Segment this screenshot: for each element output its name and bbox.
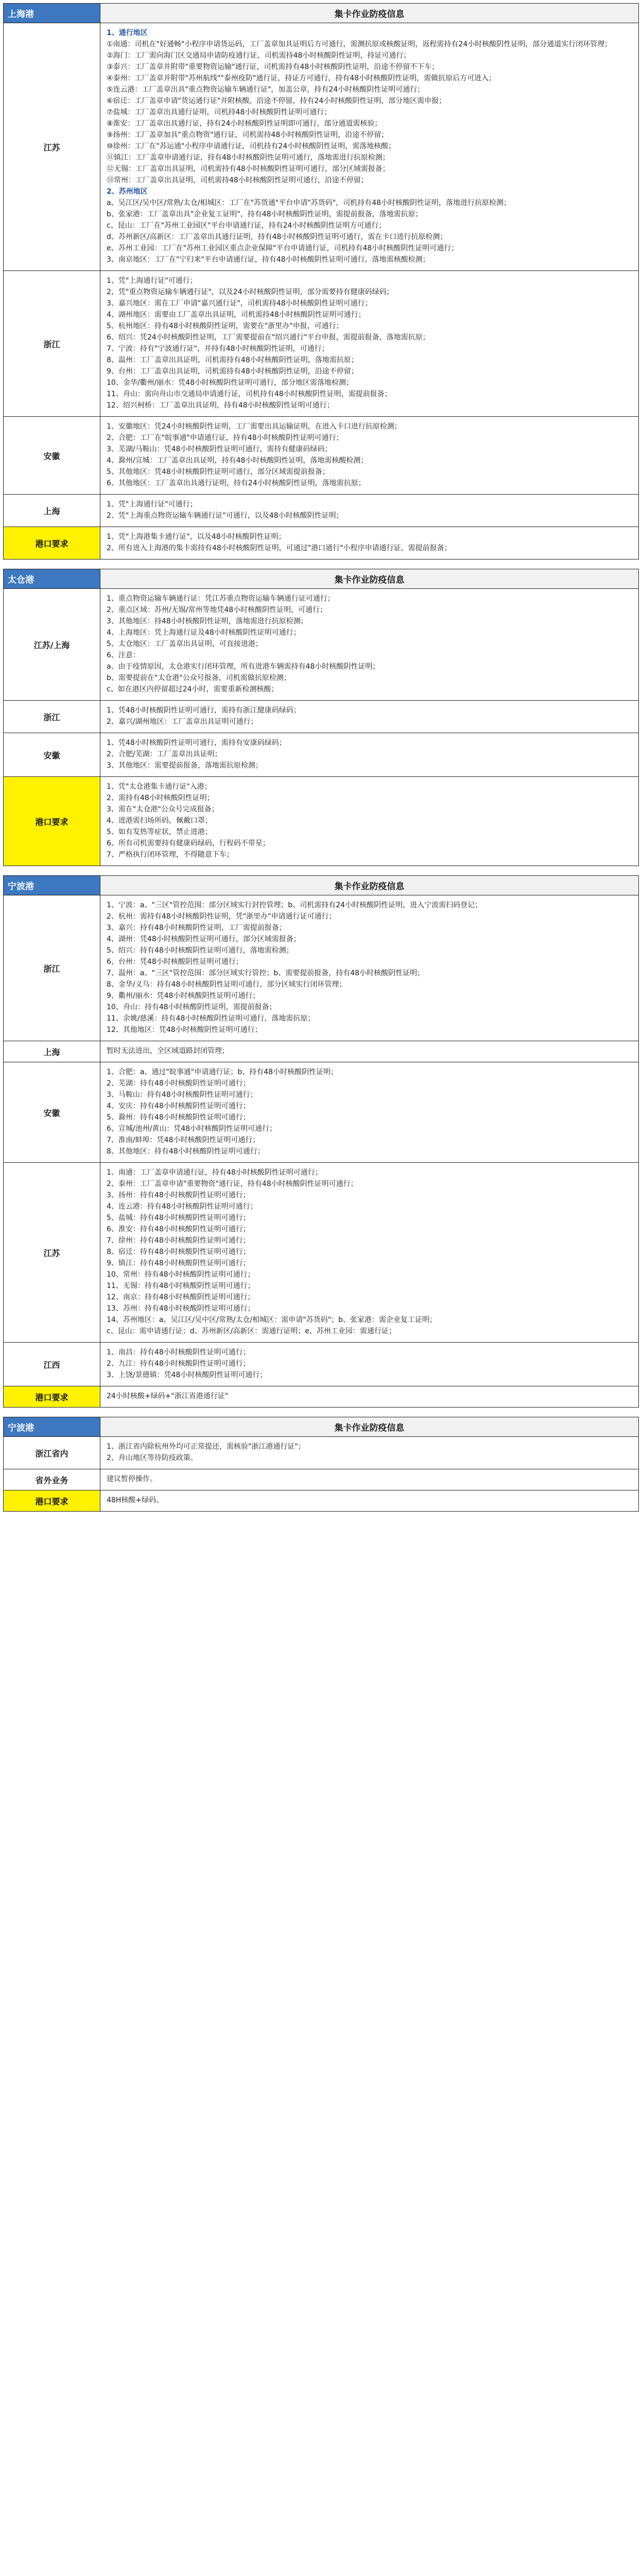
region-policy-content xyxy=(100,495,639,527)
region-label: 安徽 xyxy=(4,733,100,777)
policy-line: ③泰兴：工厂盖章并附带"重要物资运输"通行证，司机需持有48小时核酸阴性证明，沿途不停留不下车； xyxy=(107,63,439,71)
policy-line: 2、嘉兴/湖州地区：工厂盖章出具证明可通行； xyxy=(107,718,258,726)
policy-line: 6、注意： xyxy=(107,651,140,659)
region-label: 港口要求 xyxy=(4,1386,100,1408)
policy-line: 暂时无法进出，全区域道路封闭管理； xyxy=(107,1047,229,1055)
policy-line: 12、绍兴柯桥：工厂盖章出具证明，持有48小时核酸阴性证明可通行； xyxy=(107,401,334,410)
policy-line: a、由于疫情原因，太仓港实行闭环管理，所有进港车辆需持有48小时核酸阴性证明； xyxy=(107,663,380,671)
policy-line: 2、需持有48小时核酸阴性证明； xyxy=(107,794,214,802)
section-title: 集卡作业防疫信息 xyxy=(100,4,639,23)
section-title: 集卡作业防疫信息 xyxy=(100,569,639,589)
policy-line: 2、芜湖：持有48小时核酸阴性证明可通行； xyxy=(107,1079,250,1088)
region-policy-content xyxy=(100,1469,639,1490)
region-row xyxy=(4,1163,639,1343)
region-label: 上海 xyxy=(4,495,100,527)
policy-line: 10、常州：持有48小时核酸阴性证明可通行； xyxy=(107,1270,255,1279)
section-header-row xyxy=(4,4,639,23)
policy-line: 1、重点物资运输车辆通行证：凭江苏重点物资运输车辆通行证可通行； xyxy=(107,595,335,603)
policy-line: 2、泰州：工厂盖章申请"重要物资"通行证，持有48小时核酸阴性证明可通行； xyxy=(107,1180,358,1188)
policy-line: 9、衢州/丽水：凭48小时核酸阴性证明可通行； xyxy=(107,992,260,1000)
policy-line: 7、严格执行闭环管理，不得随意下车； xyxy=(107,851,234,859)
policy-line: ⑨扬州：工厂盖章加具"重点物资"通行证，司机需持48小时核酸阴性证明，沿途不停留； xyxy=(107,131,389,139)
policy-line: 1、南通：工厂盖章申请通行证，持有48小时核酸阴性证明可通行； xyxy=(107,1168,322,1177)
policy-line: 1、凭"上海通行证"可通行； xyxy=(107,500,197,509)
section-title: 集卡作业防疫信息 xyxy=(100,876,639,895)
region-label: 安徽 xyxy=(4,417,100,495)
region-row xyxy=(4,23,639,271)
port-name: 宁波港 xyxy=(4,1417,100,1437)
policy-line: ⑪镇江：工厂盖章申请通行证，持有48小时核酸阴性证明可通行，落地需进行抗原检测； xyxy=(107,154,390,162)
region-label: 浙江 xyxy=(4,895,100,1041)
policy-line: 1、宁波：a、"三区"管控范围：部分区域实行封控管理；b、司机需持有24小时核酸阴性证明，进入宁波需扫码登记； xyxy=(107,901,482,909)
policy-line: 6、淮安：持有48小时核酸阴性证明可通行； xyxy=(107,1225,250,1233)
policy-line: 2、杭州：需持有48小时核酸阴性证明，凭"浙里办"申请通行证可通行； xyxy=(107,912,336,921)
policy-line: ⑬常州：工厂盖章出具证明，司机需持48小时核酸阴性证明可通行，沿途不停留； xyxy=(107,176,368,184)
policy-line: e、苏州工业园：工厂在"苏州工业园区重点企业保障"平台申请通行证，司机持有48小时核酸阴性证明可通行； xyxy=(107,244,459,252)
policy-line: c、昆山：需申请通行证；d、苏州新区/高新区：需通行证明；e、苏州工业园：需通行证； xyxy=(107,1327,396,1335)
policy-line: 2、所有进入上海港的集卡需持有48小时核酸阴性证明，可通过"港口通行"小程序申请通行证，需提前报备； xyxy=(107,544,452,552)
policy-line: d、苏州新区/高新区：工厂盖章出具通行证明，持有48小时核酸阴性证明可通行，需在卡口进行抗原检测； xyxy=(107,233,447,241)
policy-line: 4、上海地区：凭上海通行证及48小时核酸阴性证明可通行； xyxy=(107,629,301,637)
region-row xyxy=(4,1437,639,1469)
region-row xyxy=(4,1343,639,1386)
region-label: 港口要求 xyxy=(4,527,100,560)
policy-line: 1、凭48小时核酸阴性证明可通行，需持有浙江健康码绿码； xyxy=(107,706,301,715)
policy-line: c、昆山：工厂在"苏州工业园区"平台申请通行证，持有24小时核酸阴性证明方可通行； xyxy=(107,222,386,230)
policy-line: 1、通行地区 xyxy=(107,29,148,37)
policy-line: 11、无锡：持有48小时核酸阴性证明可通行； xyxy=(107,1282,255,1290)
policy-line: 4、湖州：凭48小时核酸阴性证明可通行，部分区域需报备； xyxy=(107,935,301,943)
port-section-table xyxy=(3,569,639,866)
region-row xyxy=(4,1386,639,1408)
policy-line: 3、南京地区：工厂在"宁归来"平台申请通行证，持有48小时核酸阴性证明可通行，落地需核酸检测； xyxy=(107,256,430,264)
policy-line: ⑫无锡：工厂盖章出具证明，司机需持有48小时核酸阴性证明可通行，部分区域需报备； xyxy=(107,165,390,173)
region-policy-content xyxy=(100,895,639,1041)
policy-line: ⑧淮安：工厂盖章出具通行证，持有24小时核酸阴性证明即可通行，部分通道需核验； xyxy=(107,120,382,128)
region-policy-content xyxy=(100,527,639,560)
policy-line: ⑤连云港：工厂盖章出具"重点物资运输车辆通行证"，加盖公章，持有24小时核酸阴性证明可通行； xyxy=(107,86,425,94)
policy-line: 1、合肥：a、通过"皖事通"申请通行证；b、持有48小时核酸阴性证明； xyxy=(107,1068,338,1076)
region-row xyxy=(4,417,639,495)
region-policy-content xyxy=(100,271,639,417)
policy-line: 4、进港需扫场所码，佩戴口罩； xyxy=(107,817,212,825)
policy-line: 2、重点区域：苏州/无锡/常州等地凭48小时核酸阴性证明，可通行； xyxy=(107,606,327,614)
region-policy-content xyxy=(100,1343,639,1386)
policy-line: 1、凭"上海港集卡通行证"，以及48小时核酸阴性证明； xyxy=(107,533,286,541)
policy-line: 6、绍兴：凭24小时核酸阴性证明，工厂需要提前在"绍兴通行"平台申报，需提前报备，落地需抗原； xyxy=(107,333,430,342)
policy-line: 12、南京：持有48小时核酸阴性证明可通行； xyxy=(107,1293,255,1301)
policy-line: 1、安徽地区：凭24小时核酸阴性证明，工厂需要出具运输证明，在进入卡口进行抗原检测； xyxy=(107,422,402,431)
section-title: 集卡作业防疫信息 xyxy=(100,1417,639,1437)
region-policy-content xyxy=(100,23,639,271)
policy-line: 12、其他地区：凭48小时核酸阴性证明可通行； xyxy=(107,1026,262,1034)
policy-line: 2、合肥：工厂在"皖事通"申请通行证，持有48小时核酸阴性证明可通行； xyxy=(107,434,343,442)
region-label: 省外业务 xyxy=(4,1469,100,1490)
policy-line: 7、淮南/蚌埠：凭48小时核酸阴性证明可通行； xyxy=(107,1136,260,1144)
region-row xyxy=(4,701,639,733)
policy-line: 2、凭"上海重点物资运输车辆通行证"可通行，以及48小时核酸阴性证明； xyxy=(107,512,343,520)
policy-line: 2、合肥/芜湖：工厂盖章出具证明； xyxy=(107,750,222,758)
policy-line: b、张家港：工厂盖章出具"企业复工证明"，持有48小时核酸阴性证明，需提前报备，落地需抗原； xyxy=(107,210,423,218)
policy-line: 3、嘉兴：持有48小时核酸阴性证明，工厂需提前报备； xyxy=(107,924,286,932)
policy-line: 11、余姚/慈溪：持有48小时核酸阴性证明可通行，落地需抗原； xyxy=(107,1014,315,1023)
policy-line: 2、苏州地区 xyxy=(107,188,148,196)
region-label: 浙江 xyxy=(4,701,100,733)
region-row xyxy=(4,271,639,417)
policy-line: 4、安庆：持有48小时核酸阴性证明可通行； xyxy=(107,1102,250,1110)
region-policy-content xyxy=(100,1062,639,1163)
policy-line: 7、温州：a、"三区"管控范围：部分区域实行管控；b、需要提前报备，持有48小时核酸阴性证明； xyxy=(107,969,425,977)
region-policy-content xyxy=(100,417,639,495)
region-policy-content xyxy=(100,777,639,866)
policy-line: 7、徐州：持有48小时核酸阴性证明可通行； xyxy=(107,1236,250,1245)
region-row xyxy=(4,1469,639,1490)
region-label: 浙江 xyxy=(4,271,100,417)
policy-line: 1、浙江省内除杭州外均可正常提还，需核验"浙江港通行证"； xyxy=(107,1443,305,1451)
region-policy-content xyxy=(100,733,639,777)
policy-line: 1、凭"太仓港集卡通行证"入港； xyxy=(107,783,212,791)
policy-line: c、如在港区内停留超过24小时，需要重新检测核酸； xyxy=(107,685,279,693)
policy-line: 24小时核酸+绿码+"浙江省港通行证" xyxy=(107,1392,229,1400)
region-label: 港口要求 xyxy=(4,1490,100,1512)
policy-line: a、吴江区/吴中区/常熟/太仓/相城区：工厂在"苏货通"平台申请"苏货码"，司机持有48小时核酸阴性证明，落地进行抗原检测； xyxy=(107,199,511,207)
region-label: 安徽 xyxy=(4,1062,100,1163)
policy-line: 1、南昌：持有48小时核酸阴性证明可通行； xyxy=(107,1348,250,1357)
policy-line: 48H核酸+绿码。 xyxy=(107,1496,164,1504)
region-label: 江苏/上海 xyxy=(4,589,100,701)
policy-line: 2、舟山地区等待防疫政策。 xyxy=(107,1454,198,1462)
policy-line: 8、温州：工厂盖章出具证明，司机需持有48小时核酸阴性证明，落地需抗原； xyxy=(107,356,358,364)
policy-line: ②海门：工厂需向海门区交通局申请防疫通行证，司机需持48小时核酸阴性证明，持证可通行； xyxy=(107,52,411,60)
policy-line: 3、上饶/景德镇：凭48小时核酸阴性证明可通行； xyxy=(107,1371,267,1379)
port-section-table xyxy=(3,1417,639,1512)
policy-line: 2、凭"重点物资运输车辆通行证"，以及24小时核酸阴性证明，部分需要持有健康码绿码； xyxy=(107,288,394,296)
policy-line: 6、台州：凭48小时核酸阴性证明可通行； xyxy=(107,958,243,966)
policy-line: 6、宣城/池州/黄山：凭48小时核酸阴性证明可通行； xyxy=(107,1125,277,1133)
policy-line: 8、金华/义乌：持有48小时核酸阴性证明可通行，部分区域实行闭环管理； xyxy=(107,980,346,989)
policy-line: 建议暂停操作。 xyxy=(107,1475,157,1483)
policy-line: 7、宁波：持有"宁波通行证"，并持有48小时核酸阴性证明，可通行； xyxy=(107,345,329,353)
policy-line: ⑩徐州：工厂在"苏运通"小程序申请通行证，司机持有24小时核酸阴性证明，需落地核酸； xyxy=(107,142,396,150)
policy-line: 14、苏州地区：a、吴江区/吴中区/常熟/太仓/相城区：需申请"苏货码"；b、张家港：需企业复工证明； xyxy=(107,1316,437,1324)
policy-line: 3、嘉兴地区：需在工厂申请"嘉兴通行证"，司机需持48小时核酸阴性证明可通行； xyxy=(107,299,372,308)
policy-line: 10、金华/衢州/丽水：凭48小时核酸阴性证明可通行，部分地区需落地检测； xyxy=(107,379,354,387)
section-header-row xyxy=(4,876,639,895)
region-row xyxy=(4,777,639,866)
section-header-row xyxy=(4,569,639,589)
policy-line: 4、滁州/宣城：工厂盖章出具证明，持有48小时核酸阴性证明，落地需核酸检测； xyxy=(107,456,368,465)
region-label: 浙江省内 xyxy=(4,1437,100,1469)
policy-line: 3、芜湖/马鞍山：凭48小时核酸阴性证明可通行，需持有健康码绿码； xyxy=(107,445,332,453)
region-policy-content xyxy=(100,589,639,701)
policy-line: 5、其他地区：凭48小时核酸阴性证明可通行，部分区域需提前报备； xyxy=(107,468,329,476)
policy-line: ⑥宿迁：工厂盖章申请"货运通行证"并附核酸，沿途不停留，持有24小时核酸阴性证明，部分地区需申报； xyxy=(107,97,446,105)
region-policy-content xyxy=(100,1163,639,1343)
policy-line: 6、所有司机需要持有健康码绿码，行程码不带星； xyxy=(107,839,270,848)
policy-line: 5、杭州地区：持有48小时核酸阴性证明，需要在"浙里办"申报，可通行； xyxy=(107,322,343,330)
region-label: 上海 xyxy=(4,1041,100,1062)
policy-line: 3、马鞍山：持有48小时核酸阴性证明可通行； xyxy=(107,1091,257,1099)
region-label: 江苏 xyxy=(4,23,100,271)
port-name: 宁波港 xyxy=(4,876,100,895)
policy-line: 1、凭"上海通行证"可通行； xyxy=(107,277,197,285)
policy-line: 5、太仓地区：工厂盖章出具证明，可直接进港； xyxy=(107,640,263,648)
section-header-row xyxy=(4,1417,639,1437)
policy-line: ④泰州：工厂盖章并附带"苏州航线""泰州疫防"通行证，持证方可通行，持有48小时核酸阴性证明，需做抗原后方可进入； xyxy=(107,74,496,82)
port-name: 太仓港 xyxy=(4,569,100,589)
region-policy-content xyxy=(100,1437,639,1469)
policy-line: b、需要提前在"太仓港"公众号报备，司机需做抗原检测； xyxy=(107,674,291,682)
policy-line: 3、其他地区：持48小时核酸阴性证明，落地需进行抗原检测； xyxy=(107,617,308,625)
policy-line: 11、舟山：需向舟山市交通局申请通行证，司机持有48小时核酸阴性证明，需提前报备； xyxy=(107,390,392,398)
region-policy-content xyxy=(100,1490,639,1512)
port-section-table xyxy=(3,875,639,1408)
policy-line: 2、九江：持有48小时核酸阴性证明可通行； xyxy=(107,1360,250,1368)
policy-line: 10、舟山：持有48小时核酸阴性证明，需提前报备； xyxy=(107,1003,276,1011)
port-section-table xyxy=(3,3,639,560)
region-row xyxy=(4,895,639,1041)
region-policy-content xyxy=(100,1386,639,1408)
policy-line: 3、其他地区：需要提前报备，落地需抗原检测； xyxy=(107,761,263,770)
policy-line: ⑦盐城：工厂盖章出具通行证明，司机持48小时核酸阴性证明可通行； xyxy=(107,108,332,116)
policy-line: 4、连云港：持有48小时核酸阴性证明可通行； xyxy=(107,1202,257,1211)
region-label: 江苏 xyxy=(4,1163,100,1343)
region-row xyxy=(4,733,639,777)
port-name: 上海港 xyxy=(4,4,100,23)
policy-line: 5、绍兴：持有48小时核酸阴性证明可通行，落地需检测； xyxy=(107,946,293,955)
page-root xyxy=(3,3,639,1512)
policy-line: 6、其他地区：工厂盖章出具通行证明，持有24小时核酸阴性证明，落地需抗原； xyxy=(107,479,366,487)
region-row xyxy=(4,1041,639,1062)
policy-line: 5、如有发热等症状，禁止进港； xyxy=(107,828,212,836)
policy-line: 5、盐城：持有48小时核酸阴性证明可通行； xyxy=(107,1214,250,1222)
region-label: 港口要求 xyxy=(4,777,100,866)
region-row xyxy=(4,589,639,701)
policy-line: 9、镇江：持有48小时核酸阴性证明可通行； xyxy=(107,1259,250,1267)
policy-line: 3、扬州：持有48小时核酸阴性证明可通行； xyxy=(107,1191,250,1199)
region-policy-content xyxy=(100,1041,639,1062)
policy-line: 3、需在"太仓港"公众号完成报备； xyxy=(107,805,219,814)
region-row xyxy=(4,495,639,527)
region-row xyxy=(4,527,639,560)
policy-line: ①南通：司机在"好通畅"小程序申请货运码，工厂盖章加具证明后方可通行，需测抗原或核酸证明，返程需持有24小时核酸阴性证明，部分通道实行闭环管理； xyxy=(107,40,612,48)
region-policy-content xyxy=(100,701,639,733)
policy-line: 8、其他地区：持有48小时核酸阴性证明可通行； xyxy=(107,1147,265,1156)
policy-line: 13、苏州：持有48小时核酸阴性证明可通行； xyxy=(107,1304,255,1313)
policy-line: 9、台州：工厂盖章出具证明，司机需持有48小时核酸阴性证明，沿途不停留； xyxy=(107,367,358,376)
region-label: 江西 xyxy=(4,1343,100,1386)
region-row xyxy=(4,1062,639,1163)
policy-line: 1、凭48小时核酸阴性证明可通行，需持有安康码绿码； xyxy=(107,739,286,747)
region-row xyxy=(4,1490,639,1512)
policy-line: 5、滁州：持有48小时核酸阴性证明可通行； xyxy=(107,1113,250,1122)
policy-line: 8、宿迁：持有48小时核酸阴性证明可通行； xyxy=(107,1248,250,1256)
policy-line: 4、湖州地区：需要由工厂盖章出具证明，司机需持48小时核酸阴性证明可通行； xyxy=(107,311,366,319)
